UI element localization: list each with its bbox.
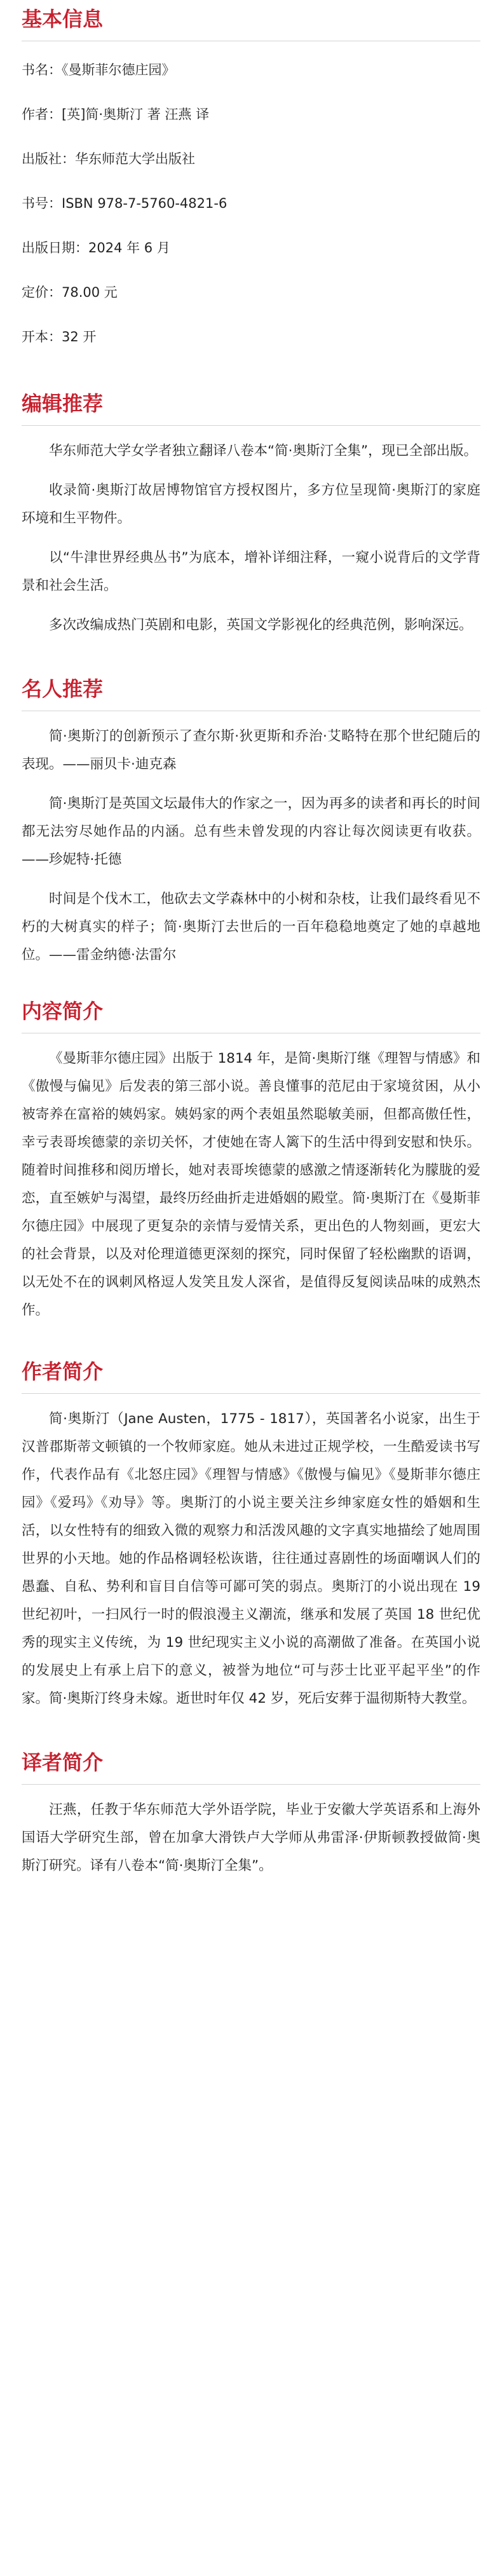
section-title-editor-recommend: 编辑推荐 — [22, 391, 480, 426]
price-line: 定价：78.00 元 — [22, 285, 118, 300]
author-intro-section — [22, 1359, 480, 1713]
author-line: 作者：[英]简·奥斯汀 著 汪燕 译 — [22, 107, 210, 122]
section-title-basic-info: 基本信息 — [22, 6, 480, 41]
section-title-celebrity-recommend: 名人推荐 — [22, 676, 480, 711]
isbn-line: 书号：ISBN 978-7-5760-4821-6 — [22, 196, 227, 211]
content-intro-section — [22, 998, 480, 1325]
author-intro-paragraph: 简·奥斯汀（Jane Austen，1775 - 1817），英国著名小说家，出生于汉普郡斯蒂文顿镇的一个牧师家庭。她从未进过正规学校，一生酷爱读书写作，代表作品有《北怒庄园》《理智与情感》《傲慢与偏见》《曼斯菲尔德庄园》《爱玛》《劝导》等。奥斯汀的小说主要关注乡绅家庭女性的婚姻和生活，以女性特有的细致入微的观察力和活泼风趣的文字真实地描绘了她周围世界的小天地。她的作品格调轻松诙谐，往往通过喜剧性的场面嘲讽人们的愚蠢、自私、势利和盲目自信等可鄙可笑的弱点。奥斯汀的小说出现在 19 世纪初叶，一扫风行一时的假浪漫主义潮流，继承和发展了英国 18 世纪优秀的现实主义传统，为 19 世纪现实主义小说的高潮做了准备。在英国小说的发展史上有承上启下的意义，被誉为地位“可与莎士比亚平起平坐”的作家。简·奥斯汀终身未嫁。逝世时年仅 42 岁，死后安葬于温彻斯特大教堂。 — [22, 1411, 480, 1707]
section-title-author-intro: 作者简介 — [22, 1359, 480, 1394]
section-title-content-intro: 内容简介 — [22, 998, 480, 1033]
celebrity-quote: 简·奥斯汀的创新预示了查尔斯·狄更斯和乔治·艾略特在那个世纪随后的表现。——丽贝卡·迪克森 — [22, 728, 480, 772]
celebrity-recommend-section — [22, 676, 480, 969]
basic-info-section — [22, 0, 480, 346]
celebrity-quote: 时间是个伐木工，他砍去文学森林中的小树和杂枝，让我们最终看见不朽的大树真实的样子；简·奥斯汀去世后的一百年稳稳地奠定了她的卓越地位。——雷金纳德·法雷尔 — [22, 891, 480, 963]
content-intro-paragraph: 《曼斯菲尔德庄园》出版于 1814 年，是简·奥斯汀继《理智与情感》和《傲慢与偏见》后发表的第三部小说。善良懂事的范尼由于家境贫困，从小被寄养在富裕的姨妈家。姨妈家的两个表姐虽然聪敏美丽，但都高傲任性，幸亏表哥埃德蒙的亲切关怀，才使她在寄人篱下的生活中得到安慰和快乐。随着时间推移和阅历增长，她对表哥埃德蒙的感激之情逐渐转化为朦胧的爱恋，直至嫉妒与渴望，最终历经曲折走进婚姻的殿堂。简·奥斯汀在《曼斯菲尔德庄园》中展现了更复杂的亲情与爱情关系，更出色的人物刻画，更宏大的社会背景，以及对伦理道德更深刻的探究，同时保留了轻松幽默的语调，以无处不在的讽刺风格逗人发笑且发人深省，是值得反复阅读品味的成熟杰作。 — [22, 1051, 480, 1318]
book-title-line: 书名：《曼斯菲尔德庄园》 — [22, 62, 175, 78]
editor-recommend-paragraph: 华东师范大学女学者独立翻译八卷本“简·奥斯汀全集”，现已全部出版。 — [49, 443, 478, 459]
editor-recommend-paragraph: 以“牛津世界经典丛书”为底本，增补详细注释，一窥小说背后的文学背景和社会生活。 — [22, 550, 480, 594]
publish-date-line: 出版日期：2024 年 6 月 — [22, 240, 170, 256]
format-line: 开本：32 开 — [22, 329, 97, 344]
section-title-translator-intro: 译者简介 — [22, 1750, 480, 1785]
translator-intro-section — [22, 1750, 480, 1880]
translator-intro-paragraph: 汪燕，任教于华东师范大学外语学院，毕业于安徽大学英语系和上海外国语大学研究生部，曾在加拿大滑铁卢大学师从弗雷泽·伊斯顿教授做简·奥斯汀研究。译有八卷本“简·奥斯汀全集”。 — [22, 1802, 480, 1874]
editor-recommend-paragraph: 多次改编成热门英剧和电影，英国文学影视化的经典范例，影响深远。 — [49, 617, 473, 633]
publisher-line: 出版社：华东师范大学出版社 — [22, 151, 195, 167]
celebrity-quote: 简·奥斯汀是英国文坛最伟大的作家之一，因为再多的读者和再长的时间都无法穷尽她作品的内涵。总有些未曾发现的内容让每次阅读更有收获。——珍妮特·托德 — [22, 796, 480, 868]
editor-recommend-paragraph: 收录简·奥斯汀故居博物馆官方授权图片，多方位呈现简·奥斯汀的家庭环境和生平物件。 — [22, 482, 480, 526]
editor-recommend-section — [22, 391, 480, 639]
basic-info-list — [22, 60, 480, 346]
